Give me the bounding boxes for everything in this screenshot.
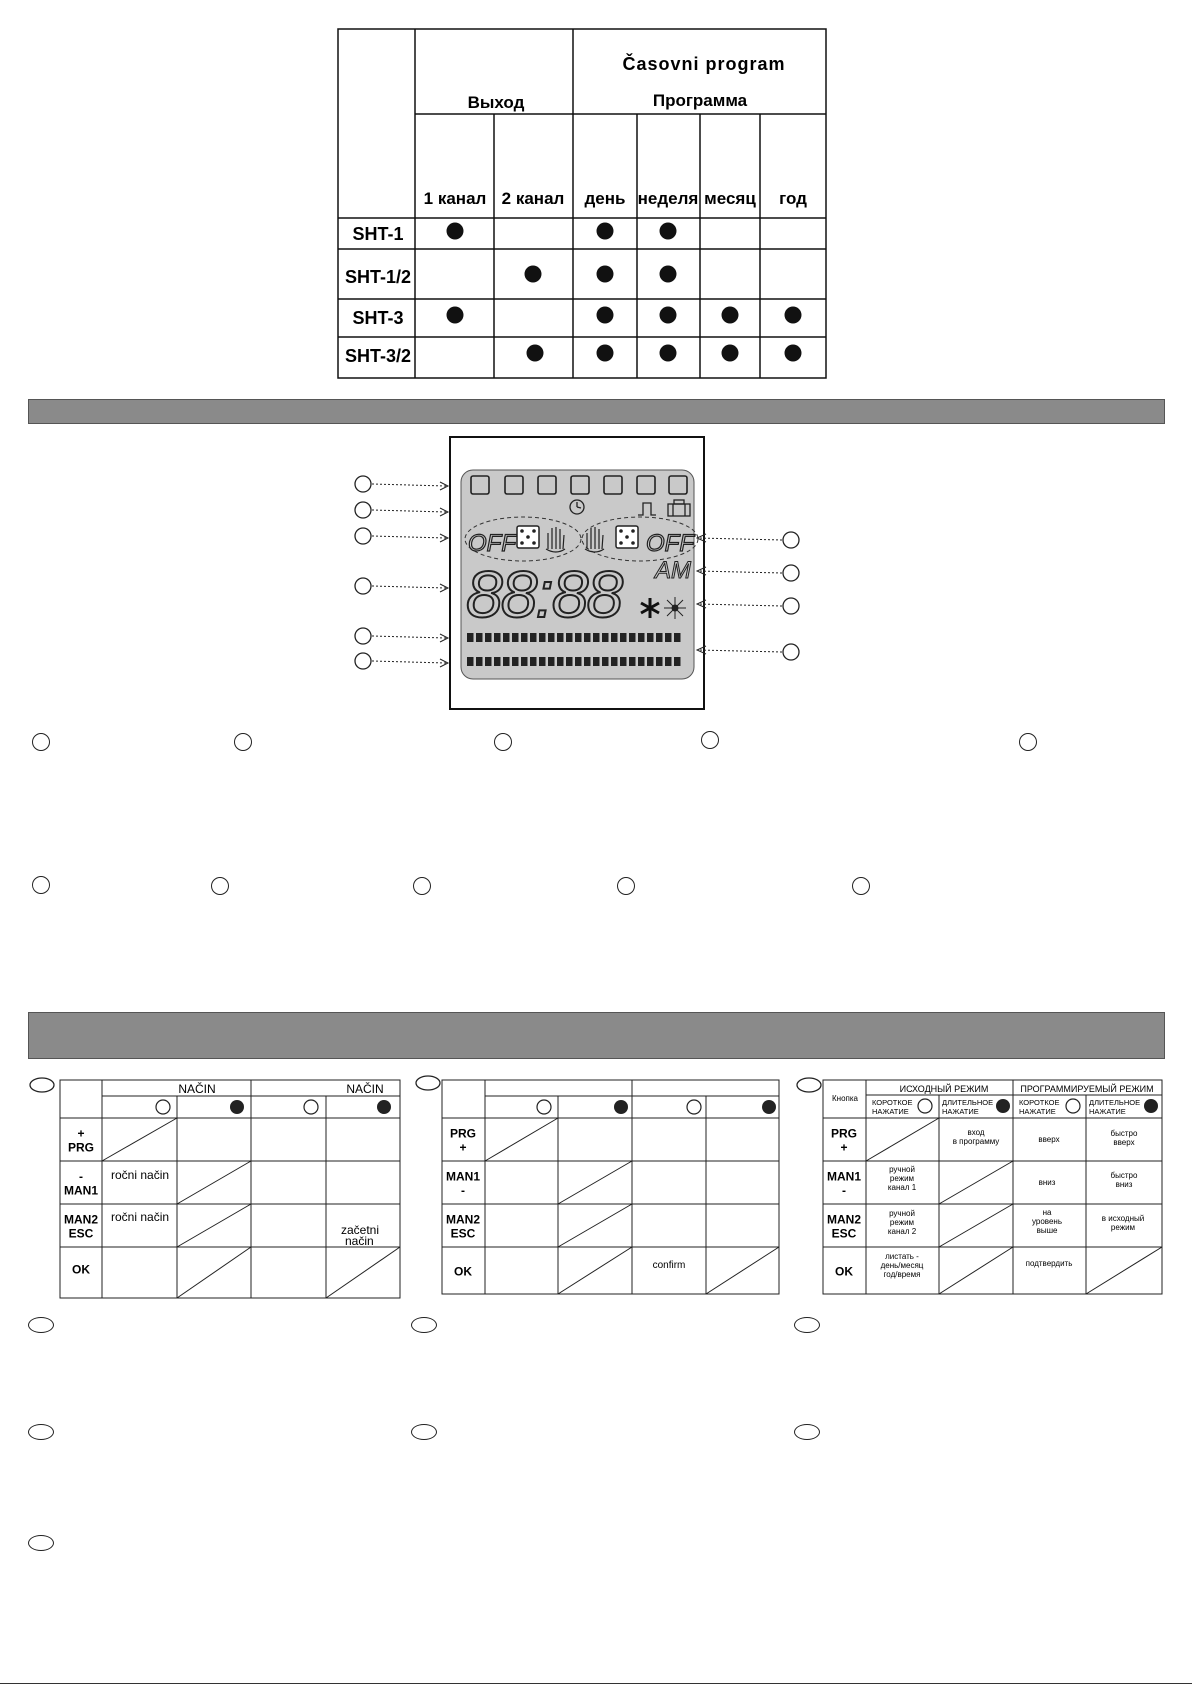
timeline-segment bbox=[656, 633, 663, 642]
callout-line bbox=[372, 484, 446, 486]
callout-line bbox=[372, 636, 446, 638]
timeline-segment bbox=[665, 633, 672, 642]
timeline-segment bbox=[566, 657, 573, 666]
callout-marker bbox=[355, 653, 371, 669]
timeline-segment bbox=[593, 657, 600, 666]
timeline-segment bbox=[611, 633, 618, 642]
button-label: OK bbox=[835, 1264, 853, 1279]
button-label: PRG bbox=[449, 1126, 477, 1141]
feature-dot bbox=[785, 345, 802, 362]
c-fast-down-2: вниз bbox=[1115, 1180, 1133, 1189]
lcd-diagram bbox=[0, 425, 1192, 715]
section-bar-display bbox=[28, 399, 1165, 424]
language-marker bbox=[794, 1424, 820, 1440]
timeline-segment bbox=[566, 633, 573, 642]
callout-marker bbox=[355, 628, 371, 644]
callout-marker bbox=[355, 578, 371, 594]
c-manual1-3: канал 1 bbox=[887, 1183, 917, 1192]
timeline-segment bbox=[512, 657, 519, 666]
language-marker bbox=[28, 1535, 54, 1551]
button-label: OK bbox=[72, 1262, 90, 1277]
header-output: Выход bbox=[467, 93, 525, 112]
table-c-long-2b: НАЖАТИЕ bbox=[1089, 1107, 1126, 1116]
button-label: + bbox=[77, 1126, 85, 1141]
table-a-zacetni-1: začetni bbox=[341, 1223, 380, 1237]
c-level-3: выше bbox=[1036, 1226, 1058, 1235]
feature-dot bbox=[597, 345, 614, 362]
model-label: SHT-1/2 bbox=[344, 267, 412, 287]
button-label: ESC bbox=[831, 1226, 857, 1241]
c-scroll-3: год/время bbox=[883, 1270, 921, 1279]
table-a-header-right: NAČIN bbox=[346, 1082, 384, 1096]
button-label: MAN1 bbox=[63, 1183, 99, 1198]
model-label: SHT-3/2 bbox=[344, 346, 412, 366]
column-label: 2 канал bbox=[501, 189, 565, 208]
feature-dot bbox=[660, 266, 677, 283]
feature-dot bbox=[597, 307, 614, 324]
legend-marker-3 bbox=[494, 733, 512, 751]
timeline-segment bbox=[476, 633, 483, 642]
timeline-segment bbox=[494, 633, 501, 642]
timeline-segment bbox=[575, 657, 582, 666]
timeline-segment bbox=[539, 657, 546, 666]
callout-marker bbox=[355, 528, 371, 544]
button-label: PRG bbox=[830, 1126, 858, 1141]
callout-marker bbox=[783, 532, 799, 548]
timeline-segment bbox=[620, 633, 627, 642]
timeline-segment bbox=[647, 657, 654, 666]
timeline-segment bbox=[584, 633, 591, 642]
section-bar-buttons bbox=[28, 1012, 1165, 1059]
c-manual2-2: режим bbox=[889, 1218, 915, 1227]
c-manual1-2: режим bbox=[889, 1174, 915, 1183]
timeline-segment bbox=[602, 657, 609, 666]
timeline-segment bbox=[467, 633, 474, 642]
c-scroll-2: день/месяц bbox=[880, 1261, 924, 1270]
column-label: месяц bbox=[704, 189, 756, 208]
channel2-off-text: OFF bbox=[646, 530, 694, 557]
timeline-segment bbox=[512, 633, 519, 642]
column-label: день bbox=[584, 189, 626, 208]
timeline-segment bbox=[530, 657, 537, 666]
callout-line bbox=[698, 538, 782, 540]
c-manual2-3: канал 2 bbox=[887, 1227, 917, 1236]
callout-line bbox=[372, 661, 446, 663]
button-table-b bbox=[442, 1080, 779, 1294]
c-to-initial-2: режим bbox=[1110, 1223, 1136, 1232]
feature-dot bbox=[722, 307, 739, 324]
legend-marker-5 bbox=[1019, 733, 1037, 751]
table-a-zacetni-2: način bbox=[345, 1234, 374, 1248]
c-manual2-1: ручной bbox=[889, 1209, 915, 1218]
feature-dot bbox=[660, 223, 677, 240]
c-confirm: подтвердить bbox=[1025, 1259, 1073, 1268]
button-label: ESC bbox=[450, 1226, 476, 1241]
table-c-short-1b: НАЖАТИЕ bbox=[872, 1107, 909, 1116]
header-program-line1: Časovni program bbox=[622, 54, 786, 74]
timeline-segment bbox=[674, 633, 681, 642]
timeline-segment bbox=[476, 657, 483, 666]
c-fast-up-1: быстро bbox=[1110, 1129, 1138, 1138]
c-manual1-1: ручной bbox=[889, 1165, 915, 1174]
feature-dot bbox=[525, 266, 542, 283]
button-label: MAN2 bbox=[445, 1212, 481, 1227]
button-label: MAN2 bbox=[63, 1212, 99, 1227]
table-c-short-2a: КОРОТКОЕ bbox=[1019, 1098, 1060, 1107]
callout-line bbox=[372, 510, 446, 512]
button-label: ESC bbox=[68, 1226, 94, 1241]
model-label: SHT-3 bbox=[352, 308, 404, 328]
timeline-segment bbox=[602, 633, 609, 642]
timeline-segment bbox=[557, 657, 564, 666]
legend-marker-9 bbox=[617, 877, 635, 895]
legend-marker-8 bbox=[413, 877, 431, 895]
c-level-2: уровень bbox=[1031, 1217, 1063, 1226]
timeline-segment bbox=[638, 657, 645, 666]
model-label: SHT-1 bbox=[352, 224, 404, 244]
timeline-segment bbox=[665, 657, 672, 666]
timeline-segment bbox=[503, 657, 510, 666]
timeline-segment bbox=[647, 633, 654, 642]
button-label: PRG bbox=[67, 1140, 95, 1155]
feature-dot bbox=[447, 223, 464, 240]
table-a-rocni-2: ročni način bbox=[111, 1210, 170, 1224]
timeline-segment bbox=[629, 657, 636, 666]
timeline-segment bbox=[539, 633, 546, 642]
timeline-segment bbox=[656, 657, 663, 666]
feature-dot bbox=[447, 307, 464, 324]
legend-marker-10 bbox=[852, 877, 870, 895]
button-label: MAN1 bbox=[445, 1169, 481, 1184]
legend-marker-2 bbox=[234, 733, 252, 751]
button-label: - bbox=[842, 1183, 846, 1198]
dice-icon bbox=[616, 526, 638, 548]
model-feature-table bbox=[0, 0, 1192, 390]
timeline-segment bbox=[593, 633, 600, 642]
table-c-header-left: ИСХОДНЫЙ РЕЖИМ bbox=[899, 1084, 989, 1094]
table-b-confirm: confirm bbox=[652, 1260, 686, 1271]
timeline-segment bbox=[575, 633, 582, 642]
language-marker bbox=[28, 1317, 54, 1333]
callout-marker bbox=[355, 476, 371, 492]
timeline-segment bbox=[485, 657, 492, 666]
callout-line bbox=[698, 571, 782, 573]
button-label: MAN1 bbox=[826, 1169, 862, 1184]
feature-dot bbox=[597, 266, 614, 283]
dice-icon bbox=[517, 526, 539, 548]
callout-marker bbox=[355, 502, 371, 518]
callout-line bbox=[372, 586, 446, 588]
column-label: год bbox=[779, 189, 807, 208]
callout-marker bbox=[783, 598, 799, 614]
callout-line bbox=[698, 604, 782, 606]
button-table-c bbox=[823, 1080, 1162, 1294]
c-fast-down-1: быстро bbox=[1110, 1171, 1138, 1180]
callout-line bbox=[698, 650, 782, 652]
callout-marker bbox=[783, 565, 799, 581]
button-function-tables bbox=[0, 1070, 1192, 1300]
table-a-rocni-1: ročni način bbox=[111, 1168, 170, 1182]
timeline-segment bbox=[485, 633, 492, 642]
timeline-segment bbox=[530, 633, 537, 642]
feature-dot bbox=[597, 223, 614, 240]
timeline-segment bbox=[548, 657, 555, 666]
language-marker bbox=[411, 1317, 437, 1333]
timeline-segment bbox=[503, 633, 510, 642]
c-scroll-1: листать - bbox=[885, 1252, 919, 1261]
c-fast-up-2: вверх bbox=[1113, 1138, 1135, 1147]
timeline-segment bbox=[611, 657, 618, 666]
feature-dot bbox=[660, 307, 677, 324]
table-c-header-right: ПРОГРАММИРУЕМЫЙ РЕЖИМ bbox=[1020, 1084, 1154, 1094]
button-label: + bbox=[459, 1140, 467, 1155]
c-down: вниз bbox=[1038, 1178, 1056, 1187]
timeline-segment bbox=[674, 657, 681, 666]
sun-icon bbox=[664, 597, 686, 619]
table-c-long-1a: ДЛИТЕЛЬНОЕ bbox=[942, 1098, 994, 1107]
callout-marker bbox=[783, 644, 799, 660]
timeline-segment bbox=[629, 633, 636, 642]
table-c-short-1a: КОРОТКОЕ bbox=[872, 1098, 913, 1107]
timeline-segment bbox=[638, 633, 645, 642]
feature-dot bbox=[660, 345, 677, 362]
legend-marker-6 bbox=[32, 876, 50, 894]
time-display: 88:88 bbox=[466, 557, 622, 631]
feature-dot bbox=[722, 345, 739, 362]
legend-marker-7 bbox=[211, 877, 229, 895]
feature-dot bbox=[527, 345, 544, 362]
channel1-off-text: OFF bbox=[468, 530, 516, 557]
am-indicator: AM bbox=[655, 557, 691, 584]
column-label: неделя bbox=[637, 189, 699, 208]
c-to-initial-1: в исходный bbox=[1101, 1214, 1145, 1223]
timeline-segment bbox=[494, 657, 501, 666]
table-c-short-2b: НАЖАТИЕ bbox=[1019, 1107, 1056, 1116]
callout-line bbox=[372, 536, 446, 538]
timeline-segment bbox=[620, 657, 627, 666]
column-label: 1 канал bbox=[423, 189, 487, 208]
timeline-segment bbox=[584, 657, 591, 666]
header-program-line2: Программа bbox=[652, 91, 748, 110]
bottom-rule bbox=[0, 1683, 1192, 1684]
button-table-a bbox=[60, 1080, 400, 1298]
timeline-segment bbox=[548, 633, 555, 642]
c-up: вверх bbox=[1038, 1135, 1060, 1144]
button-label: + bbox=[840, 1140, 848, 1155]
legend-marker-1 bbox=[32, 733, 50, 751]
table-c-long-1b: НАЖАТИЕ bbox=[942, 1107, 979, 1116]
button-label: MAN2 bbox=[826, 1212, 862, 1227]
timeline-segment bbox=[521, 633, 528, 642]
timeline-segment bbox=[521, 657, 528, 666]
language-marker bbox=[411, 1424, 437, 1440]
table-c-long-2a: ДЛИТЕЛЬНОЕ bbox=[1089, 1098, 1141, 1107]
table-a-header-left: NAČIN bbox=[178, 1082, 216, 1096]
table-c-col-button: Кнопка bbox=[832, 1094, 858, 1103]
button-label: - bbox=[461, 1183, 465, 1198]
button-label: OK bbox=[454, 1264, 472, 1279]
language-marker bbox=[794, 1317, 820, 1333]
c-enter-1: вход bbox=[967, 1128, 985, 1137]
c-level-1: на bbox=[1042, 1208, 1052, 1217]
feature-dot bbox=[785, 307, 802, 324]
c-enter-2: в программу bbox=[952, 1137, 1000, 1146]
timeline-segment bbox=[557, 633, 564, 642]
button-label: - bbox=[79, 1169, 83, 1184]
legend-marker-4 bbox=[701, 731, 719, 749]
timeline-segment bbox=[467, 657, 474, 666]
language-marker bbox=[28, 1424, 54, 1440]
